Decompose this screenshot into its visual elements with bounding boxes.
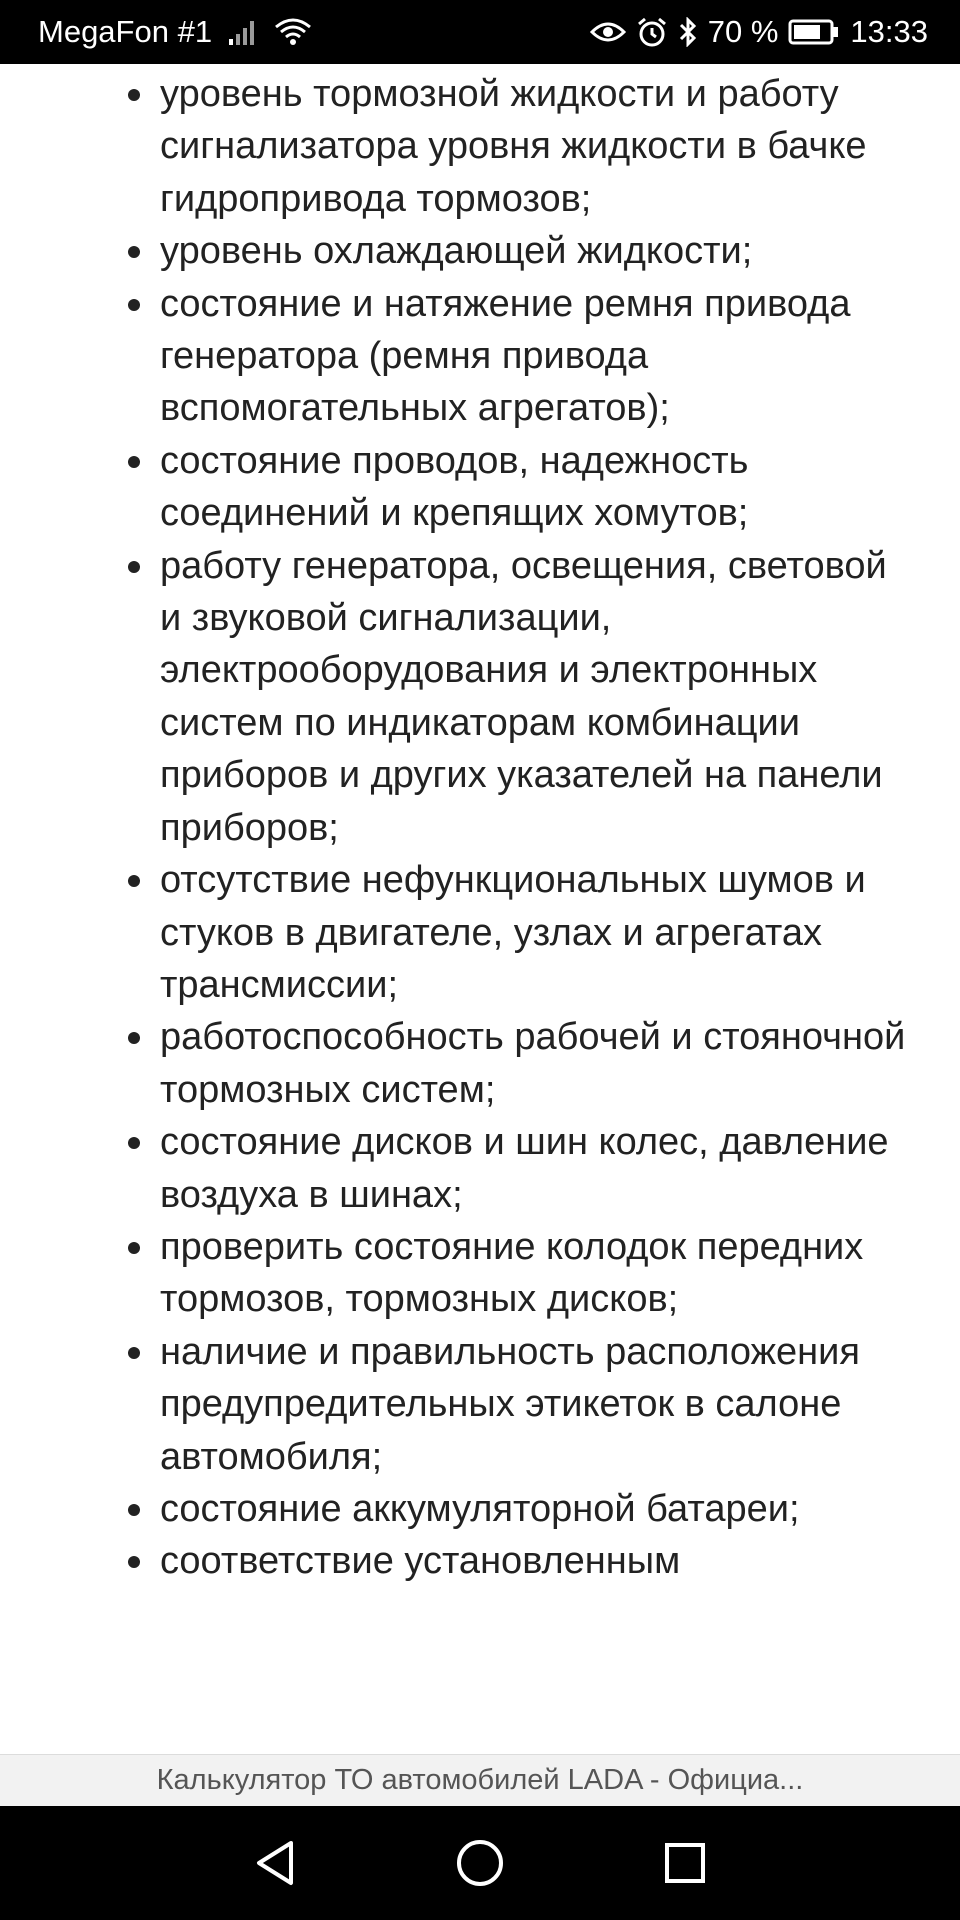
article-content[interactable]: [0, 64, 960, 1754]
bullet-icon: [128, 246, 140, 258]
clock: 13:33: [850, 14, 928, 49]
back-icon[interactable]: [245, 1833, 305, 1893]
list-item: [0, 854, 960, 1011]
bullet-icon: [128, 1137, 140, 1149]
battery-percent: 70 %: [707, 14, 779, 49]
bullet-icon: [128, 456, 140, 468]
page-title[interactable]: Калькулятор ТО автомобилей LADA - Официа...: [156, 1764, 804, 1796]
bullet-icon: [128, 561, 140, 573]
list-item: [0, 278, 960, 435]
bullet-icon: [128, 299, 140, 311]
status-right: [590, 14, 928, 50]
bullet-icon: [128, 1032, 140, 1044]
list-item-text: состояние дисков и шин колес, давление воздуха в шинах;: [160, 1121, 889, 1216]
list-item: [0, 68, 960, 225]
bullet-icon: [128, 89, 140, 101]
list-item: [0, 540, 960, 854]
list-item: [0, 1326, 960, 1483]
list-item: [0, 1011, 960, 1116]
list-item: [0, 1483, 960, 1535]
list-item-text: отсутствие нефункциональных шумов и стуков в двигателе, узлах и агрегатах трансмиссии;: [160, 859, 866, 1006]
list-item-text: уровень охлаждающей жидкости;: [160, 230, 753, 273]
status-left: [38, 14, 312, 50]
list-item-text: наличие и правильность расположения предупредительных этикеток в салоне автомобиля;: [160, 1330, 860, 1478]
bullet-icon: [128, 875, 140, 887]
bullet-icon: [128, 1556, 140, 1568]
list-item-text: соответствие установленным: [160, 1540, 681, 1583]
checklist: [0, 64, 960, 1588]
list-item: [0, 435, 960, 540]
list-item-text: работоспособность рабочей и стояночной тормозных систем;: [160, 1016, 906, 1111]
list-item: [0, 1535, 960, 1587]
carrier-name: MegaFon #1: [38, 14, 213, 49]
list-item-text: состояние проводов, надежность соединений и крепящих хомутов;: [160, 439, 749, 535]
recents-icon[interactable]: [655, 1833, 715, 1893]
navigation-bar: [0, 1806, 960, 1920]
page-title-bar[interactable]: [0, 1754, 960, 1806]
bullet-icon: [128, 1504, 140, 1516]
bullet-icon: [128, 1347, 140, 1359]
list-item: [0, 1221, 960, 1326]
battery-icon: [788, 18, 840, 46]
list-item-text: работу генератора, освещения, световой и звуковой сигнализации, электрооборудования и электронных систем по индикаторам комбинации приборов и других указателей на панели приборов;: [160, 544, 887, 849]
list-item-text: проверить состояние колодок передних тормозов, тормозных дисков;: [160, 1225, 864, 1321]
home-icon[interactable]: [450, 1833, 510, 1893]
alarm-icon: [636, 16, 668, 48]
list-item: [0, 1116, 960, 1221]
list-item: [0, 225, 960, 277]
eye-icon: [590, 19, 626, 45]
list-item-text: уровень тормозной жидкости и работу сигнализатора уровня жидкости в бачке гидропривода тормозов;: [160, 73, 867, 220]
wifi-icon: [274, 18, 312, 46]
bullet-icon: [128, 1242, 140, 1254]
bluetooth-icon: [678, 17, 698, 47]
list-item-text: состояние аккумуляторной батареи;: [160, 1487, 800, 1530]
list-item-text: состояние и натяжение ремня привода генератора (ремня привода вспомогательных агрегатов);: [160, 282, 851, 430]
status-bar: [0, 0, 960, 64]
signal-icon: [228, 19, 258, 45]
